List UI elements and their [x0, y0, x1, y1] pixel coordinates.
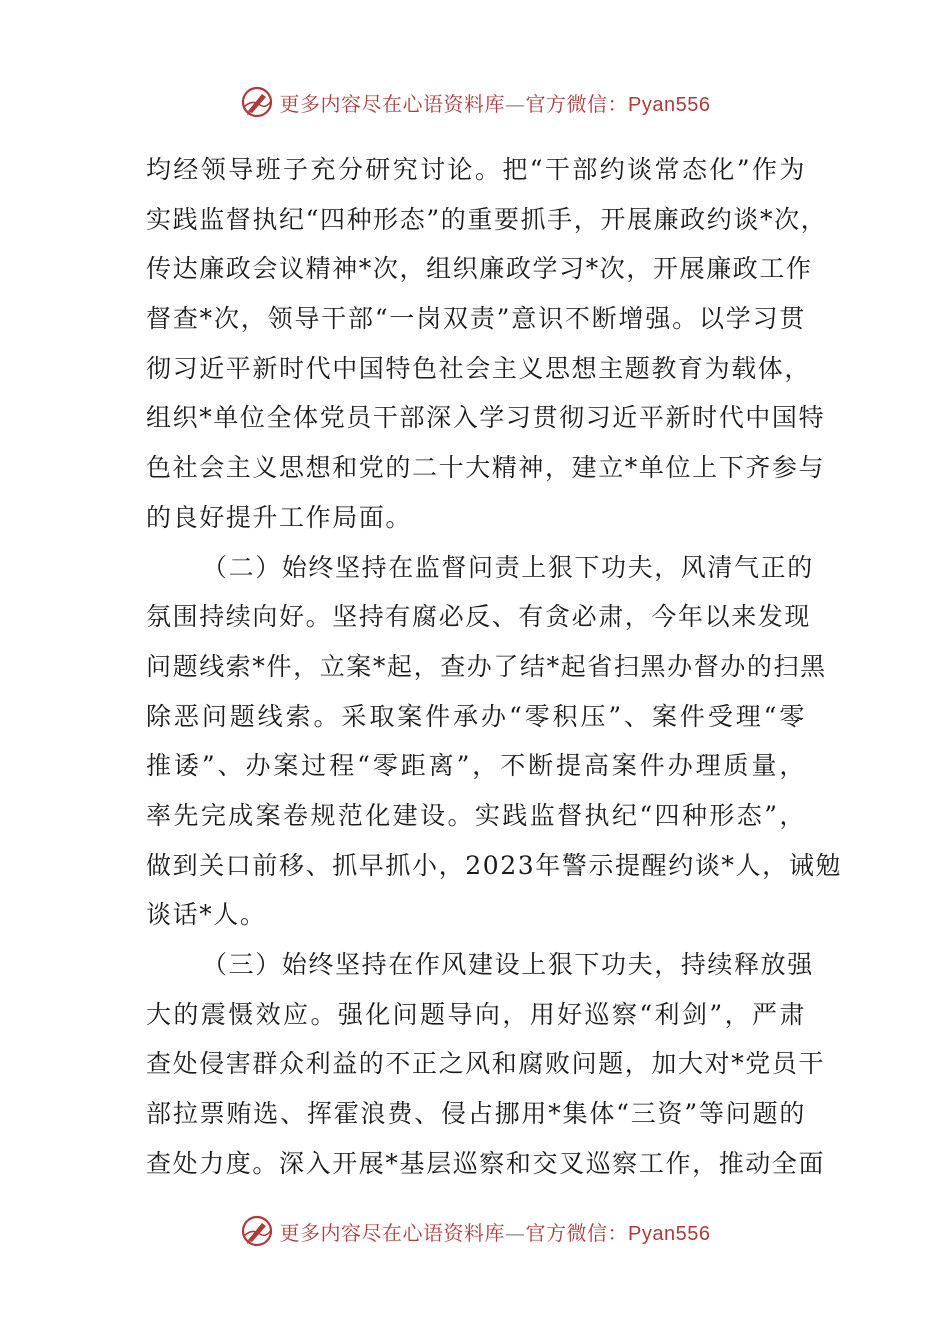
body-line: 率先完成案卷规范化建设。实践监督执纪“四种形态”，	[146, 800, 806, 830]
body-line: 部拉票贿选、挥霍浪费、侵占挪用*集体“三资”等问题的	[146, 1099, 806, 1129]
body-line: 做到关口前移、抓早抓小，2023年警示提醒约谈*人，诫勉	[146, 850, 842, 880]
body-line: 的良好提升工作局面。	[146, 502, 413, 532]
body-line: 谈话*人。	[146, 900, 267, 930]
banner-separator: —	[505, 91, 526, 116]
banner-contact-label: 官方微信：	[525, 1220, 629, 1245]
section-heading-line: （三）始终坚持在作风建设上狠下功夫，持续释放强	[202, 950, 814, 979]
body-line: 大的震慑效应。强化问题导向，用好巡察“利剑”，严肃	[146, 999, 806, 1029]
body-line: 问题线索*件，立案*起，查办了结*起省扫黑办督办的扫黑	[146, 651, 827, 681]
body-line: 实践监督执纪“四种形态”的重要抓手，开展廉政约谈*次，	[146, 204, 828, 234]
footer-watermark-banner	[0, 1211, 950, 1251]
body-line: 传达廉政会议精神*次，组织廉政学习*次，开展廉政工作	[146, 254, 813, 284]
body-line: 督查*次，领导干部“一岗双责”意识不断增强。以学习贯	[146, 304, 806, 334]
banner-contact-label: 官方微信：	[525, 91, 629, 116]
banner-label	[280, 88, 711, 117]
body-line: 组织*单位全体党员干部深入学习贯彻习近平新时代中国特	[146, 403, 826, 433]
pen-logo-icon	[240, 85, 274, 119]
banner-label	[280, 1217, 711, 1246]
section-heading-line: （二）始终坚持在监督问责上狠下功夫，风清气正的	[202, 552, 814, 582]
body-line: 色社会主义思想和党的二十大精神，建立*单位上下齐参与	[146, 453, 826, 483]
body-line: 查处力度。深入开展*基层巡察和交叉巡察工作，推动全面	[146, 1148, 826, 1178]
banner-contact-id: Pyan556	[628, 1222, 711, 1245]
body-line: 查处侵害群众利益的不正之风和腐败问题，加大对*党员干	[146, 1049, 826, 1079]
header-watermark-banner	[0, 82, 950, 122]
body-line: 推诿”、办案过程“零距离”，不断提高案件办理质量，	[146, 751, 806, 781]
body-line: 均经领导班子充分研究讨论。把“干部约谈常态化”作为	[146, 155, 806, 184]
body-line: 彻习近平新时代中国特色社会主义思想主题教育为载体，	[146, 353, 812, 383]
body-line: 除恶问题线索。采取案件承办“零积压”、案件受理“零	[146, 701, 806, 731]
banner-main-text: 更多内容尽在心语资料库	[279, 91, 506, 116]
banner-main-text: 更多内容尽在心语资料库	[279, 1220, 506, 1245]
body-line: 氛围持续向好。坚持有腐必反、有贪必肃，今年以来发现	[146, 602, 812, 632]
pen-logo-icon	[240, 1214, 274, 1248]
banner-separator: —	[505, 1220, 526, 1245]
banner-contact-id: Pyan556	[628, 93, 711, 116]
document-body	[146, 145, 842, 1188]
